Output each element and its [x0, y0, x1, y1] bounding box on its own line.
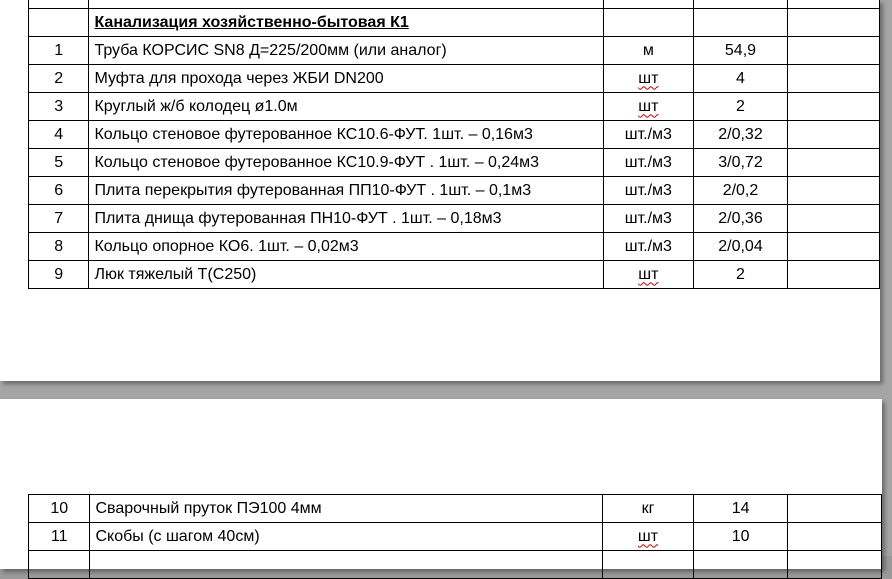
table-row: 4 Кольцо стеновое футерованное КС10.6-ФУТ. 1шт. – 0,16м3 шт./м3 2/0,32	[29, 121, 880, 149]
section-title: Канализация хозяйственно-бытовая К1	[94, 13, 409, 31]
table-row-section-header	[29, 9, 880, 37]
spec-table-page-1	[28, 0, 880, 289]
table-row: 7 Плита днища футерованная ПН10-ФУТ . 1шт. – 0,18м3 шт./м3 2/0,36	[29, 205, 880, 233]
table-row: 5 Кольцо стеновое футерованное КС10.9-ФУТ . 1шт. – 0,24м3 шт./м3 3/0,72	[29, 149, 880, 177]
table-row: 1 Труба КОРСИС SN8 Д=225/200мм (или аналог) м 54,9	[29, 37, 880, 65]
spec-table-page-2	[28, 494, 882, 579]
document-page-2	[0, 399, 882, 569]
table-row: 11 Скобы (с шагом 40см) шт 10	[29, 523, 882, 551]
page-gap	[0, 381, 892, 399]
table-row: 2 Муфта для прохода через ЖБИ DN200 шт 4	[29, 65, 880, 93]
table-row	[29, 551, 882, 579]
table-row: 8 Кольцо опорное КО6. 1шт. – 0,02м3 шт./м3 2/0,04	[29, 233, 880, 261]
table-row: 3 Круглый ж/б колодец ø1.0м шт 2	[29, 93, 880, 121]
table-row: 9 Люк тяжелый Т(С250) шт 2	[29, 261, 880, 289]
table-row-top-fragment	[29, 0, 880, 9]
table-row: 6 Плита перекрытия футерованная ПП10-ФУТ . 1шт. – 0,1м3 шт./м3 2/0,2	[29, 177, 880, 205]
table-row: 10 Сварочный пруток ПЭ100 4мм кг 14	[29, 495, 882, 523]
